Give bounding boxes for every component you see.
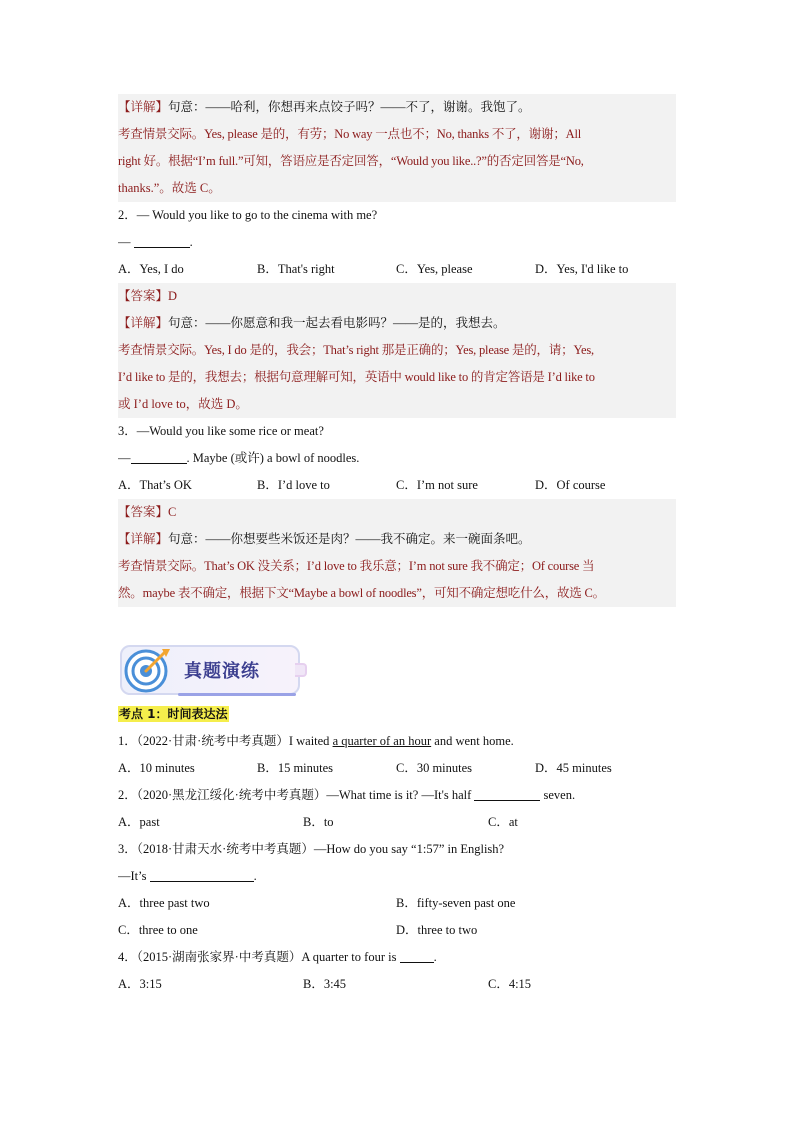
question-stem [118,944,676,971]
answer-blank[interactable] [474,786,540,801]
detail-text: 句意：——你想要些米饭还是肉？——我不确定。来一碗面条吧。 [168,532,531,546]
option-b[interactable]: B．3:45 [303,977,347,991]
option-d[interactable]: D．Of course [535,478,606,492]
kaodian-label: 考点 1：时间表达法 [119,707,228,721]
stem-post: seven. [540,788,576,802]
option-d[interactable]: D．45 minutes [535,761,612,775]
option-b[interactable]: B．15 minutes [257,761,334,775]
explanation-line: right 好。根据“I’m full.”可知，答语应是否定回答，“Would you like..?”的否定回答是“No, [118,154,584,168]
practice-4 [118,944,676,998]
explanation-line: 考查情景交际。Yes, please 是的，有劳；No way 一点也不；No, thanks 不了，谢谢；All [118,127,582,141]
explanation-block-q3 [118,499,676,607]
option-b[interactable]: B．That's right [257,262,335,276]
options-row [118,256,676,283]
answer-blank[interactable] [400,948,434,963]
document-page [118,94,676,998]
answer-blank[interactable] [150,867,254,882]
question-stem: 2．— Would you like to go to the cinema with me? [118,208,378,222]
answer-value: C [168,505,177,519]
stem-post: and went home. [431,734,514,748]
options-row [118,809,676,836]
explanation-line [118,526,676,553]
option-a[interactable]: A．That’s OK [118,478,192,492]
options-row [118,755,676,782]
answer-line [118,445,676,472]
stem-pre: 1．（2022·甘肃·统考中考真题）I waited [118,734,333,748]
answer-pre: —It’s [118,869,150,883]
option-a[interactable]: A．past [118,815,160,829]
answer-blank[interactable] [131,449,187,464]
question-stem: 3．—Would you like some rice or meat? [118,424,324,438]
option-c[interactable]: C．I’m not sure [396,478,478,492]
answer-post: . [253,869,257,883]
option-a[interactable]: A．3:15 [118,977,162,991]
stem-pre: 4．（2015·湖南张家界·中考真题）A quarter to four is [118,950,400,964]
option-a[interactable]: A．10 minutes [118,761,195,775]
question-stem [118,782,676,809]
practice-2 [118,782,676,836]
answer-after: . Maybe (或许) a bowl of noodles. [186,451,360,465]
explanation-line: 然。maybe 表不确定，根据下文“Maybe a bowl of noodles”，可知不确定想吃什么，故选 C。 [118,586,605,600]
explanation-line: I’d like to 是的，我想去；根据句意理解可知，英语中 would like to 的肯定答语是 I’d like to [118,370,595,384]
option-d[interactable]: D．three to two [396,923,478,937]
answer-key [118,283,676,310]
question-2 [118,202,676,283]
answer-key [118,499,676,526]
options-row [118,917,676,944]
section-title: 真题演练 [184,661,260,682]
option-c[interactable]: C．4:15 [488,977,532,991]
stem-pre: 2．（2020·黑龙江绥化·统考中考真题）—What time is it? —It's half [118,788,475,802]
question-3 [118,418,676,499]
detail-tag: 【详解】 [118,532,169,546]
answer-line: — . [118,235,193,249]
spacer [118,607,676,641]
title-underline [178,693,296,696]
question-stem [118,728,676,755]
option-b[interactable]: B．I’d love to [257,478,330,492]
detail-text: 句意：——你愿意和我一起去看电影吗？——是的，我想去。 [168,316,506,330]
explanation-block-q1 [118,94,676,202]
option-c[interactable]: C．at [488,815,518,829]
explanation-line [118,310,676,337]
detail-text: 句意：——哈利，你想再来点饺子吗？——不了，谢谢。我饱了。 [168,100,531,114]
underlined-phrase: a quarter of an hour [332,734,432,748]
dash: — [118,235,131,249]
option-a[interactable]: A．Yes, I do [118,262,184,276]
option-c[interactable]: C．Yes, please [396,262,473,276]
answer-blank[interactable] [134,233,190,248]
options-row [118,472,676,499]
detail-tag: 【详解】 [118,316,169,330]
explanation-line: 考查情景交际。That’s OK 没关系；I’d love to 我乐意；I’m not sure 我不确定；Of course 当 [118,559,595,573]
detail-tag: 【详解】 [118,100,169,114]
answer-tag: 【答案】 [118,289,169,303]
section-banner [118,641,676,699]
practice-1 [118,728,676,782]
answer-value: D [168,289,178,303]
options-row [118,971,676,998]
kaodian-heading [118,701,676,728]
stem-post: . [433,950,437,964]
explanation-line: 考查情景交际。Yes, I do 是的，我会；That’s right 那是正确的；Yes, please 是的，请；Yes, [118,343,594,357]
options-row [118,890,676,917]
dash: — [118,451,131,465]
explanation-line: thanks.”。故选 C。 [118,181,221,195]
option-d[interactable]: D．Yes, I'd like to [535,262,629,276]
target-icon [122,643,174,695]
option-b[interactable]: B．fifty-seven past one [396,896,516,910]
answer-tag: 【答案】 [118,505,169,519]
practice-3 [118,836,676,944]
explanation-line [118,94,676,121]
option-b[interactable]: B．to [303,815,334,829]
question-stem: 3．（2018·甘肃天水·统考中考真题）—How do you say “1:57” in English? [118,842,505,856]
explanation-block-q2 [118,283,676,418]
explanation-line: 或 I’d love to，故选 D。 [118,397,248,411]
answer-line [118,863,676,890]
option-c[interactable]: C．three to one [118,923,198,937]
option-c[interactable]: C．30 minutes [396,761,473,775]
option-a[interactable]: A．three past two [118,896,210,910]
